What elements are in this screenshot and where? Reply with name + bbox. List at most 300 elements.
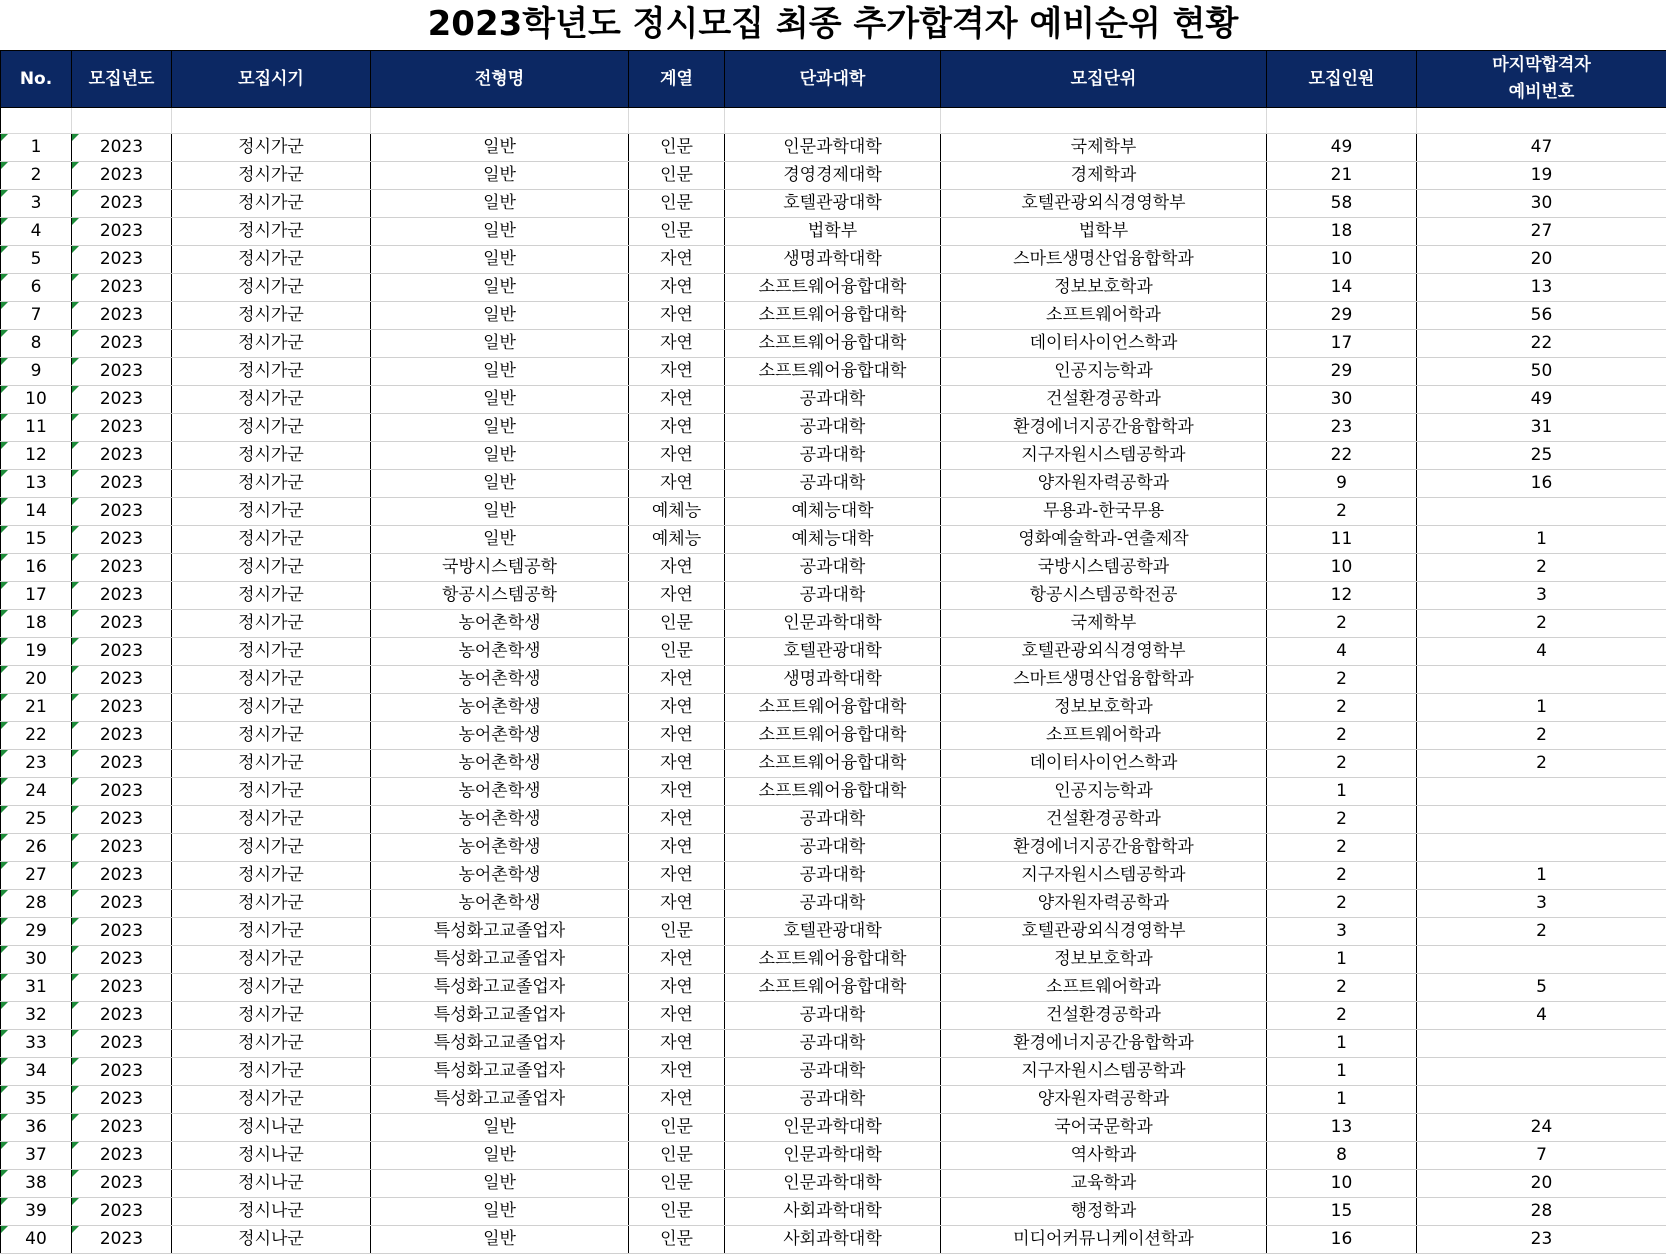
cell-no[interactable]: 37 (1, 1142, 72, 1170)
cell-track[interactable]: 일반 (371, 442, 629, 470)
cell-unit[interactable]: 정보보호학과 (941, 694, 1267, 722)
cell-last-waitlist[interactable]: 3 (1417, 890, 1666, 918)
cell-period[interactable]: 정시가군 (172, 162, 371, 190)
cell-last-waitlist[interactable]: 4 (1417, 1002, 1666, 1030)
cell-college[interactable]: 호텔관광대학 (725, 918, 941, 946)
cell-period[interactable]: 정시가군 (172, 1058, 371, 1086)
cell-period[interactable]: 정시가군 (172, 218, 371, 246)
cell-college[interactable]: 인문과학대학 (725, 1114, 941, 1142)
cell-last-waitlist[interactable]: 4 (1417, 638, 1666, 666)
cell-quota[interactable]: 2 (1267, 834, 1417, 862)
cell-track[interactable]: 특성화고교졸업자 (371, 1058, 629, 1086)
col-header-quota[interactable]: 모집인원 (1267, 51, 1417, 108)
cell-no[interactable]: 2 (1, 162, 72, 190)
cell-quota[interactable]: 4 (1267, 638, 1417, 666)
cell-quota[interactable]: 2 (1267, 974, 1417, 1002)
cell-field[interactable]: 자연 (629, 946, 725, 974)
cell-track[interactable]: 일반 (371, 246, 629, 274)
cell-no[interactable]: 33 (1, 1030, 72, 1058)
cell-year[interactable]: 2023 (72, 358, 172, 386)
cell-period[interactable]: 정시가군 (172, 834, 371, 862)
cell-period[interactable]: 정시나군 (172, 1226, 371, 1254)
cell-field[interactable]: 인문 (629, 1114, 725, 1142)
cell-track[interactable]: 특성화고교졸업자 (371, 918, 629, 946)
cell-no[interactable]: 22 (1, 722, 72, 750)
cell-year[interactable]: 2023 (72, 778, 172, 806)
cell-unit[interactable]: 국제학부 (941, 610, 1267, 638)
cell-field[interactable]: 자연 (629, 722, 725, 750)
cell-college[interactable]: 공과대학 (725, 1030, 941, 1058)
cell-year[interactable]: 2023 (72, 722, 172, 750)
cell-track[interactable]: 일반 (371, 414, 629, 442)
cell-college[interactable]: 호텔관광대학 (725, 638, 941, 666)
cell-college[interactable]: 소프트웨어융합대학 (725, 722, 941, 750)
cell-no[interactable]: 40 (1, 1226, 72, 1254)
cell-no[interactable]: 6 (1, 274, 72, 302)
cell-unit[interactable]: 양자원자력공학과 (941, 1086, 1267, 1114)
cell-quota[interactable]: 22 (1267, 442, 1417, 470)
cell-field[interactable]: 인문 (629, 638, 725, 666)
cell-no[interactable]: 31 (1, 974, 72, 1002)
cell-track[interactable]: 일반 (371, 1226, 629, 1254)
cell-period[interactable]: 정시가군 (172, 890, 371, 918)
cell-period[interactable]: 정시가군 (172, 358, 371, 386)
cell-college[interactable]: 공과대학 (725, 834, 941, 862)
col-header-period[interactable]: 모집시기 (172, 51, 371, 108)
cell-college[interactable]: 생명과학대학 (725, 666, 941, 694)
cell-year[interactable]: 2023 (72, 834, 172, 862)
cell-college[interactable]: 공과대학 (725, 862, 941, 890)
cell-unit[interactable]: 인공지능학과 (941, 358, 1267, 386)
cell-no[interactable]: 24 (1, 778, 72, 806)
cell-quota[interactable]: 2 (1267, 750, 1417, 778)
cell-last-waitlist[interactable]: 49 (1417, 386, 1666, 414)
cell-college[interactable]: 사회과학대학 (725, 1226, 941, 1254)
cell-track[interactable]: 일반 (371, 1142, 629, 1170)
cell-track[interactable]: 농어촌학생 (371, 638, 629, 666)
cell-unit[interactable]: 지구자원시스템공학과 (941, 442, 1267, 470)
cell-last-waitlist[interactable]: 20 (1417, 1170, 1666, 1198)
cell-field[interactable]: 예체능 (629, 526, 725, 554)
cell-track[interactable]: 일반 (371, 470, 629, 498)
cell-period[interactable]: 정시가군 (172, 246, 371, 274)
cell-year[interactable]: 2023 (72, 386, 172, 414)
cell-year[interactable]: 2023 (72, 470, 172, 498)
cell-quota[interactable]: 49 (1267, 134, 1417, 162)
cell-quota[interactable]: 17 (1267, 330, 1417, 358)
cell-quota[interactable]: 29 (1267, 302, 1417, 330)
cell-no[interactable]: 9 (1, 358, 72, 386)
cell-field[interactable]: 인문 (629, 1142, 725, 1170)
cell-unit[interactable]: 지구자원시스템공학과 (941, 1058, 1267, 1086)
cell-unit[interactable]: 교육학과 (941, 1170, 1267, 1198)
cell-college[interactable]: 사회과학대학 (725, 1198, 941, 1226)
cell-year[interactable]: 2023 (72, 1030, 172, 1058)
cell-last-waitlist[interactable]: 1 (1417, 862, 1666, 890)
cell-year[interactable]: 2023 (72, 274, 172, 302)
cell-track[interactable]: 농어촌학생 (371, 834, 629, 862)
cell-quota[interactable]: 14 (1267, 274, 1417, 302)
cell-no[interactable]: 34 (1, 1058, 72, 1086)
cell-field[interactable]: 자연 (629, 330, 725, 358)
cell-year[interactable]: 2023 (72, 1114, 172, 1142)
cell-quota[interactable]: 1 (1267, 1058, 1417, 1086)
cell-period[interactable]: 정시가군 (172, 134, 371, 162)
cell-year[interactable]: 2023 (72, 526, 172, 554)
cell-track[interactable]: 농어촌학생 (371, 890, 629, 918)
cell-last-waitlist[interactable]: 22 (1417, 330, 1666, 358)
cell-last-waitlist[interactable]: 2 (1417, 722, 1666, 750)
cell-period[interactable]: 정시가군 (172, 470, 371, 498)
cell-field[interactable]: 자연 (629, 1058, 725, 1086)
cell-field[interactable]: 인문 (629, 190, 725, 218)
col-header-field[interactable]: 계열 (629, 51, 725, 108)
cell-period[interactable]: 정시가군 (172, 806, 371, 834)
cell-college[interactable]: 공과대학 (725, 1058, 941, 1086)
cell-last-waitlist[interactable] (1417, 834, 1666, 862)
cell-college[interactable]: 호텔관광대학 (725, 190, 941, 218)
cell-unit[interactable]: 스마트생명산업융합학과 (941, 666, 1267, 694)
cell-period[interactable]: 정시가군 (172, 330, 371, 358)
cell-year[interactable]: 2023 (72, 610, 172, 638)
cell-field[interactable]: 인문 (629, 1226, 725, 1254)
cell-track[interactable]: 국방시스템공학 (371, 554, 629, 582)
cell-field[interactable]: 예체능 (629, 498, 725, 526)
cell-unit[interactable]: 건설환경공학과 (941, 386, 1267, 414)
cell-no[interactable]: 3 (1, 190, 72, 218)
cell-quota[interactable]: 2 (1267, 1002, 1417, 1030)
cell-track[interactable]: 일반 (371, 358, 629, 386)
cell-quota[interactable]: 58 (1267, 190, 1417, 218)
cell-unit[interactable]: 양자원자력공학과 (941, 470, 1267, 498)
cell-no[interactable]: 23 (1, 750, 72, 778)
cell-field[interactable]: 자연 (629, 666, 725, 694)
cell-period[interactable]: 정시가군 (172, 1086, 371, 1114)
cell-track[interactable]: 특성화고교졸업자 (371, 1002, 629, 1030)
cell-last-waitlist[interactable]: 20 (1417, 246, 1666, 274)
cell-period[interactable]: 정시가군 (172, 498, 371, 526)
cell-year[interactable]: 2023 (72, 246, 172, 274)
cell-college[interactable]: 소프트웨어융합대학 (725, 302, 941, 330)
cell-no[interactable]: 28 (1, 890, 72, 918)
cell-track[interactable]: 일반 (371, 386, 629, 414)
cell-track[interactable]: 농어촌학생 (371, 694, 629, 722)
cell-last-waitlist[interactable] (1417, 666, 1666, 694)
cell-period[interactable]: 정시가군 (172, 638, 371, 666)
cell-period[interactable]: 정시가군 (172, 302, 371, 330)
cell-quota[interactable]: 2 (1267, 890, 1417, 918)
cell-field[interactable]: 자연 (629, 890, 725, 918)
cell-quota[interactable]: 12 (1267, 582, 1417, 610)
cell-period[interactable]: 정시가군 (172, 974, 371, 1002)
cell-unit[interactable]: 역사학과 (941, 1142, 1267, 1170)
cell-field[interactable]: 자연 (629, 974, 725, 1002)
cell-period[interactable]: 정시가군 (172, 1002, 371, 1030)
cell-unit[interactable]: 지구자원시스템공학과 (941, 862, 1267, 890)
cell-quota[interactable]: 18 (1267, 218, 1417, 246)
cell-last-waitlist[interactable] (1417, 1030, 1666, 1058)
cell-no[interactable]: 39 (1, 1198, 72, 1226)
cell-no[interactable]: 10 (1, 386, 72, 414)
cell-last-waitlist[interactable]: 19 (1417, 162, 1666, 190)
cell-field[interactable]: 인문 (629, 218, 725, 246)
cell-field[interactable]: 자연 (629, 1086, 725, 1114)
cell-unit[interactable]: 환경에너지공간융합학과 (941, 414, 1267, 442)
cell-track[interactable]: 농어촌학생 (371, 806, 629, 834)
cell-last-waitlist[interactable] (1417, 1058, 1666, 1086)
cell-last-waitlist[interactable]: 24 (1417, 1114, 1666, 1142)
cell-last-waitlist[interactable]: 7 (1417, 1142, 1666, 1170)
cell-college[interactable]: 공과대학 (725, 890, 941, 918)
col-header-track[interactable]: 전형명 (371, 51, 629, 108)
cell-period[interactable]: 정시가군 (172, 722, 371, 750)
cell-unit[interactable]: 국어국문학과 (941, 1114, 1267, 1142)
cell-field[interactable]: 자연 (629, 274, 725, 302)
cell-period[interactable]: 정시가군 (172, 386, 371, 414)
cell-year[interactable]: 2023 (72, 1170, 172, 1198)
cell-unit[interactable]: 소프트웨어학과 (941, 302, 1267, 330)
cell-field[interactable]: 인문 (629, 134, 725, 162)
cell-unit[interactable]: 국방시스템공학과 (941, 554, 1267, 582)
cell-last-waitlist[interactable]: 47 (1417, 134, 1666, 162)
cell-field[interactable]: 인문 (629, 918, 725, 946)
cell-field[interactable]: 자연 (629, 582, 725, 610)
cell-no[interactable]: 19 (1, 638, 72, 666)
cell-year[interactable]: 2023 (72, 946, 172, 974)
cell-year[interactable]: 2023 (72, 890, 172, 918)
cell-field[interactable]: 자연 (629, 470, 725, 498)
cell-period[interactable]: 정시가군 (172, 190, 371, 218)
cell-quota[interactable]: 2 (1267, 862, 1417, 890)
cell-period[interactable]: 정시가군 (172, 694, 371, 722)
cell-field[interactable]: 자연 (629, 694, 725, 722)
col-header-last-waitlist[interactable]: 마지막합격자 예비번호 (1417, 51, 1666, 108)
cell-year[interactable]: 2023 (72, 554, 172, 582)
cell-track[interactable]: 일반 (371, 526, 629, 554)
cell-track[interactable]: 일반 (371, 1170, 629, 1198)
cell-track[interactable]: 특성화고교졸업자 (371, 1030, 629, 1058)
cell-quota[interactable]: 2 (1267, 498, 1417, 526)
cell-college[interactable]: 공과대학 (725, 470, 941, 498)
cell-unit[interactable]: 호텔관광외식경영학부 (941, 190, 1267, 218)
cell-field[interactable]: 인문 (629, 1198, 725, 1226)
cell-unit[interactable]: 행정학과 (941, 1198, 1267, 1226)
cell-unit[interactable]: 호텔관광외식경영학부 (941, 638, 1267, 666)
cell-unit[interactable]: 스마트생명산업융합학과 (941, 246, 1267, 274)
cell-college[interactable]: 소프트웨어융합대학 (725, 274, 941, 302)
cell-field[interactable]: 자연 (629, 554, 725, 582)
cell-no[interactable]: 16 (1, 554, 72, 582)
cell-field[interactable]: 자연 (629, 302, 725, 330)
cell-field[interactable]: 인문 (629, 162, 725, 190)
cell-no[interactable]: 15 (1, 526, 72, 554)
cell-college[interactable]: 인문과학대학 (725, 610, 941, 638)
cell-college[interactable]: 소프트웨어융합대학 (725, 946, 941, 974)
cell-last-waitlist[interactable]: 27 (1417, 218, 1666, 246)
cell-quota[interactable]: 13 (1267, 1114, 1417, 1142)
cell-unit[interactable]: 인공지능학과 (941, 778, 1267, 806)
cell-college[interactable]: 인문과학대학 (725, 1142, 941, 1170)
cell-period[interactable]: 정시가군 (172, 778, 371, 806)
cell-college[interactable]: 공과대학 (725, 806, 941, 834)
cell-college[interactable]: 공과대학 (725, 442, 941, 470)
cell-last-waitlist[interactable]: 3 (1417, 582, 1666, 610)
cell-no[interactable]: 32 (1, 1002, 72, 1030)
cell-quota[interactable]: 3 (1267, 918, 1417, 946)
cell-no[interactable]: 20 (1, 666, 72, 694)
cell-year[interactable]: 2023 (72, 694, 172, 722)
cell-year[interactable]: 2023 (72, 638, 172, 666)
cell-track[interactable]: 농어촌학생 (371, 666, 629, 694)
cell-unit[interactable]: 건설환경공학과 (941, 806, 1267, 834)
cell-period[interactable]: 정시가군 (172, 946, 371, 974)
cell-field[interactable]: 인문 (629, 1170, 725, 1198)
cell-last-waitlist[interactable]: 1 (1417, 694, 1666, 722)
cell-no[interactable]: 5 (1, 246, 72, 274)
cell-last-waitlist[interactable] (1417, 778, 1666, 806)
cell-year[interactable]: 2023 (72, 498, 172, 526)
cell-no[interactable]: 29 (1, 918, 72, 946)
cell-last-waitlist[interactable]: 16 (1417, 470, 1666, 498)
cell-college[interactable]: 소프트웨어융합대학 (725, 778, 941, 806)
cell-no[interactable]: 8 (1, 330, 72, 358)
cell-year[interactable]: 2023 (72, 666, 172, 694)
cell-no[interactable]: 12 (1, 442, 72, 470)
cell-period[interactable]: 정시가군 (172, 666, 371, 694)
cell-year[interactable]: 2023 (72, 134, 172, 162)
cell-year[interactable]: 2023 (72, 330, 172, 358)
cell-quota[interactable]: 21 (1267, 162, 1417, 190)
cell-college[interactable]: 공과대학 (725, 386, 941, 414)
cell-college[interactable]: 소프트웨어융합대학 (725, 974, 941, 1002)
col-header-college[interactable]: 단과대학 (725, 51, 941, 108)
cell-period[interactable]: 정시나군 (172, 1170, 371, 1198)
cell-quota[interactable]: 23 (1267, 414, 1417, 442)
cell-college[interactable]: 인문과학대학 (725, 134, 941, 162)
cell-period[interactable]: 정시나군 (172, 1114, 371, 1142)
cell-quota[interactable]: 10 (1267, 554, 1417, 582)
cell-period[interactable]: 정시가군 (172, 862, 371, 890)
cell-college[interactable]: 예체능대학 (725, 498, 941, 526)
cell-quota[interactable]: 2 (1267, 666, 1417, 694)
cell-track[interactable]: 일반 (371, 162, 629, 190)
cell-track[interactable]: 농어촌학생 (371, 722, 629, 750)
cell-no[interactable]: 30 (1, 946, 72, 974)
cell-quota[interactable]: 29 (1267, 358, 1417, 386)
cell-track[interactable]: 특성화고교졸업자 (371, 946, 629, 974)
cell-quota[interactable]: 15 (1267, 1198, 1417, 1226)
cell-college[interactable]: 경영경제대학 (725, 162, 941, 190)
cell-last-waitlist[interactable]: 25 (1417, 442, 1666, 470)
cell-last-waitlist[interactable]: 1 (1417, 526, 1666, 554)
cell-no[interactable]: 7 (1, 302, 72, 330)
cell-no[interactable]: 4 (1, 218, 72, 246)
cell-field[interactable]: 인문 (629, 610, 725, 638)
cell-no[interactable]: 17 (1, 582, 72, 610)
cell-period[interactable]: 정시나군 (172, 1142, 371, 1170)
cell-last-waitlist[interactable]: 30 (1417, 190, 1666, 218)
cell-last-waitlist[interactable]: 50 (1417, 358, 1666, 386)
cell-track[interactable]: 일반 (371, 274, 629, 302)
cell-last-waitlist[interactable]: 13 (1417, 274, 1666, 302)
cell-last-waitlist[interactable]: 56 (1417, 302, 1666, 330)
cell-quota[interactable]: 10 (1267, 246, 1417, 274)
cell-track[interactable]: 농어촌학생 (371, 862, 629, 890)
cell-quota[interactable]: 9 (1267, 470, 1417, 498)
cell-period[interactable]: 정시가군 (172, 1030, 371, 1058)
cell-quota[interactable]: 11 (1267, 526, 1417, 554)
cell-period[interactable]: 정시가군 (172, 442, 371, 470)
cell-track[interactable]: 농어촌학생 (371, 778, 629, 806)
cell-year[interactable]: 2023 (72, 918, 172, 946)
cell-field[interactable]: 자연 (629, 750, 725, 778)
cell-period[interactable]: 정시가군 (172, 610, 371, 638)
cell-track[interactable]: 농어촌학생 (371, 610, 629, 638)
cell-track[interactable]: 일반 (371, 218, 629, 246)
cell-no[interactable]: 38 (1, 1170, 72, 1198)
cell-no[interactable]: 26 (1, 834, 72, 862)
cell-last-waitlist[interactable]: 2 (1417, 554, 1666, 582)
cell-track[interactable]: 일반 (371, 498, 629, 526)
cell-college[interactable]: 예체능대학 (725, 526, 941, 554)
cell-track[interactable]: 항공시스템공학 (371, 582, 629, 610)
cell-unit[interactable]: 호텔관광외식경영학부 (941, 918, 1267, 946)
cell-unit[interactable]: 소프트웨어학과 (941, 974, 1267, 1002)
cell-no[interactable]: 21 (1, 694, 72, 722)
cell-quota[interactable]: 30 (1267, 386, 1417, 414)
cell-field[interactable]: 자연 (629, 442, 725, 470)
cell-last-waitlist[interactable]: 2 (1417, 750, 1666, 778)
cell-college[interactable]: 공과대학 (725, 414, 941, 442)
cell-track[interactable]: 일반 (371, 1114, 629, 1142)
cell-unit[interactable]: 영화예술학과-연출제작 (941, 526, 1267, 554)
cell-unit[interactable]: 정보보호학과 (941, 274, 1267, 302)
cell-track[interactable]: 특성화고교졸업자 (371, 1086, 629, 1114)
cell-quota[interactable]: 8 (1267, 1142, 1417, 1170)
cell-last-waitlist[interactable]: 28 (1417, 1198, 1666, 1226)
cell-year[interactable]: 2023 (72, 582, 172, 610)
cell-quota[interactable]: 1 (1267, 946, 1417, 974)
cell-field[interactable]: 자연 (629, 358, 725, 386)
cell-year[interactable]: 2023 (72, 1142, 172, 1170)
cell-last-waitlist[interactable] (1417, 946, 1666, 974)
cell-quota[interactable]: 2 (1267, 694, 1417, 722)
cell-college[interactable]: 소프트웨어융합대학 (725, 358, 941, 386)
cell-year[interactable]: 2023 (72, 218, 172, 246)
cell-unit[interactable]: 미디어커뮤니케이션학과 (941, 1226, 1267, 1254)
cell-period[interactable]: 정시나군 (172, 1198, 371, 1226)
cell-period[interactable]: 정시가군 (172, 526, 371, 554)
cell-college[interactable]: 소프트웨어융합대학 (725, 330, 941, 358)
cell-year[interactable]: 2023 (72, 1058, 172, 1086)
cell-last-waitlist[interactable]: 31 (1417, 414, 1666, 442)
cell-field[interactable]: 자연 (629, 834, 725, 862)
cell-college[interactable]: 인문과학대학 (725, 1170, 941, 1198)
cell-unit[interactable]: 환경에너지공간융합학과 (941, 1030, 1267, 1058)
cell-last-waitlist[interactable]: 2 (1417, 610, 1666, 638)
cell-track[interactable]: 특성화고교졸업자 (371, 974, 629, 1002)
cell-last-waitlist[interactable]: 2 (1417, 918, 1666, 946)
cell-year[interactable]: 2023 (72, 1086, 172, 1114)
cell-period[interactable]: 정시가군 (172, 554, 371, 582)
cell-quota[interactable]: 1 (1267, 778, 1417, 806)
cell-college[interactable]: 법학부 (725, 218, 941, 246)
cell-unit[interactable]: 무용과-한국무용 (941, 498, 1267, 526)
cell-period[interactable]: 정시가군 (172, 918, 371, 946)
cell-quota[interactable]: 16 (1267, 1226, 1417, 1254)
cell-quota[interactable]: 1 (1267, 1030, 1417, 1058)
cell-unit[interactable]: 법학부 (941, 218, 1267, 246)
